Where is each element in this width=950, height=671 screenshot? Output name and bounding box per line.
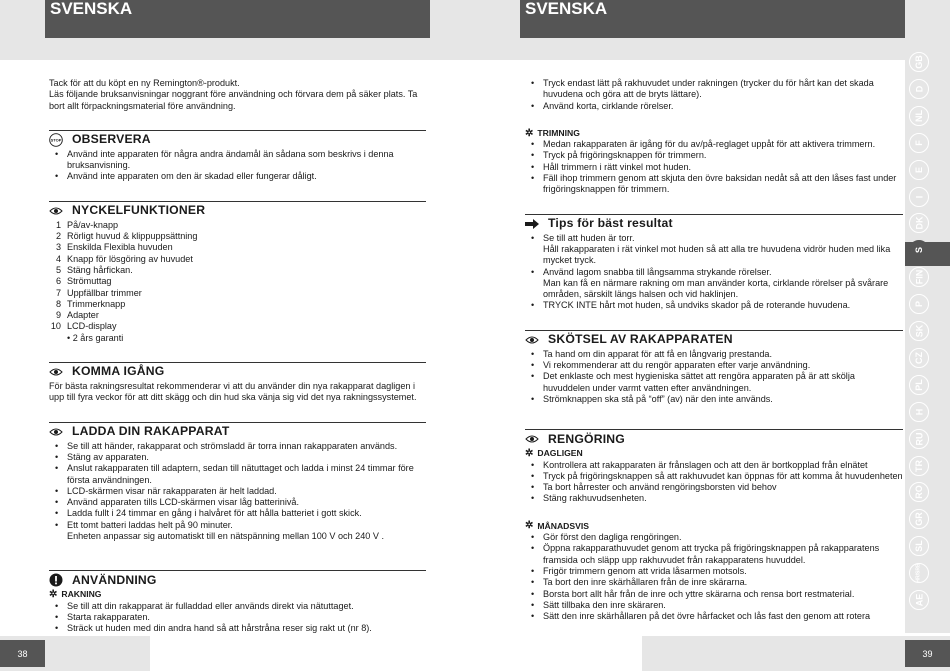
- sun-icon: ✲: [49, 588, 58, 600]
- feature-item: [49, 310, 426, 321]
- feature-label: LCD-display: [67, 321, 117, 332]
- right-page-header: SVENSKA: [520, 0, 905, 38]
- list-item: • Sätt den inre skärhållaren på det övre hårfacket och lås fast den genom att rotera: [525, 611, 903, 622]
- feature-item: [49, 276, 426, 287]
- language-tab-h[interactable]: [909, 402, 929, 422]
- skotsel-list: [525, 349, 903, 405]
- page-number-right: 39: [905, 640, 950, 667]
- eye-icon: [49, 365, 63, 379]
- list-item: • Använd lagom snabba till långsamma strykande rörelser.: [525, 267, 903, 278]
- list-item: • Ladda fullt i 24 timmar en gång i halvåret för att hålla batteriet i gott skick.: [49, 508, 426, 519]
- ladda-list: [49, 441, 426, 531]
- list-item: • Det enklaste och mest hygieniska sättet att rengöra apparaten på är att skölja huvuddelen under varmt vatten efter användningen.: [525, 371, 903, 394]
- page-number-left: 38: [0, 640, 45, 667]
- stop-icon: [49, 133, 63, 147]
- tips-title: Tips för bäst resultat: [548, 216, 673, 231]
- intro-text: Tack för att du köpt en ny Remington®-produkt. Läs följande bruksanvisningar noggrant före användning och förvara dem på säker plats. Ta bort allt förpackningsmaterial före användning.: [49, 78, 418, 111]
- trimning-list: [525, 139, 903, 195]
- left-page-header: SVENSKA: [45, 0, 430, 38]
- section-skotsel: [525, 330, 903, 405]
- skotsel-title: SKÖTSEL AV RAKAPPARATEN: [548, 332, 733, 347]
- language-tab-sk[interactable]: [909, 321, 929, 341]
- footer-right: [642, 636, 950, 671]
- eye-icon: [525, 432, 539, 446]
- right-top-list: [525, 78, 903, 112]
- feature-number: 1: [55, 219, 61, 230]
- language-tab-cz[interactable]: [909, 348, 929, 368]
- dagligen-subtitle: DAGLIGEN: [537, 448, 583, 459]
- language-tab-d[interactable]: [909, 79, 929, 99]
- feature-label: Stäng hårfickan.: [67, 264, 133, 275]
- list-item: • Tryck på frigöringsknappen så att rakhuvudet kan öppnas för att komma åt huvudenheten: [525, 471, 903, 482]
- language-tab-p[interactable]: [909, 294, 929, 314]
- feature-number: 2: [55, 231, 61, 242]
- language-tab-label: CZ: [914, 351, 924, 364]
- section-ladda: [49, 422, 426, 543]
- feature-item: [49, 288, 426, 299]
- right-column: [525, 78, 903, 622]
- list-item: • Använd apparaten tills LCD-skärmen visar låg batterinivå.: [49, 497, 426, 508]
- feature-item: [49, 254, 426, 265]
- language-tab-label: RU: [914, 432, 924, 446]
- tips-list: [525, 233, 903, 312]
- feature-label: Uppfällbar trimmer: [67, 287, 142, 298]
- list-item: • Använd korta, cirklande rörelser.: [525, 101, 903, 112]
- list-item: • Strömknappen ska stå på “off” (av) när den inte används.: [525, 394, 903, 405]
- sun-icon: ✲: [525, 520, 534, 532]
- list-item: • Sätt tillbaka den inre skäraren.: [525, 600, 903, 611]
- feature-item: [49, 265, 426, 276]
- language-tab-label: F: [914, 139, 924, 146]
- language-tab-label: I: [913, 195, 924, 198]
- language-tab-label: P: [913, 301, 924, 308]
- language-tab-label: GR: [914, 512, 924, 527]
- list-item: • Frigör trimmern genom att vrida låsarmen motsols.: [525, 566, 903, 577]
- list-item: Håll rakapparaten i rät vinkel mot huden så att alla tre huvudena vidrör huden med lika mycket tryck.: [543, 243, 891, 266]
- daily-list: [525, 460, 903, 505]
- feature-number: 3: [55, 242, 61, 253]
- ladda-title: LADDA DIN RAKAPPARAT: [72, 423, 230, 438]
- feature-number: 7: [55, 287, 61, 298]
- list-item: Man kan få en närmare rakning om man använder korta, cirklande rörelser på svårare områden, särskilt längs halsen och vid haklinjen.: [543, 277, 889, 300]
- list-item: • TRYCK INTE hårt mot huden, så undviks skador på de roterande huvudena.: [525, 300, 903, 311]
- language-tab-label: TR: [914, 459, 924, 472]
- list-item: • Stäng av apparaten.: [49, 452, 426, 463]
- rakning-subtitle: RAKNING: [61, 589, 102, 600]
- list-item: • Ta bort hårrester och använd rengöringsborsten vid behov: [525, 482, 903, 493]
- list-item: • Starta rakapparaten.: [49, 612, 426, 623]
- anvandning-list: [49, 601, 426, 635]
- feature-number: 9: [55, 310, 61, 321]
- language-tab-label: DK: [914, 216, 924, 230]
- feature-item: [49, 242, 426, 253]
- list-item: • Se till att din rakapparat är fulladdad eller används direkt via nätuttaget.: [49, 601, 426, 612]
- language-tab-label: HR/SRB: [916, 563, 923, 583]
- language-tab-label: H: [914, 408, 924, 415]
- section-observera: [49, 130, 426, 183]
- list-item: • Borsta bort allt hår från de inre och yttre skärarna och rensa bort restmaterial.: [525, 589, 903, 600]
- feature-item: [49, 220, 426, 231]
- feature-number: 4: [55, 253, 61, 264]
- language-tab-label: AE: [913, 593, 924, 607]
- list-item: • Stäng rakhuvudsenheten.: [525, 493, 903, 504]
- list-item: • Gör först den dagliga rengöringen.: [525, 532, 903, 543]
- feature-label: På/av-knapp: [67, 219, 119, 230]
- language-tab-label: SK: [913, 324, 924, 338]
- list-item: • Använd inte apparaten om den är skadad eller fungerar dåligt.: [49, 171, 426, 182]
- feature-number: 10: [50, 321, 61, 332]
- left-column: [49, 78, 426, 635]
- warranty-text: • 2 års garanti: [67, 332, 124, 343]
- language-tab-hr-srb[interactable]: [909, 563, 929, 583]
- monthly-list: [525, 532, 903, 622]
- sun-icon: ✲: [525, 127, 534, 139]
- eye-icon: [49, 204, 63, 218]
- arrow-right-icon: [525, 217, 539, 231]
- language-tab-pl[interactable]: [909, 375, 929, 395]
- feature-number: 8: [55, 298, 61, 309]
- feature-item: [49, 321, 426, 332]
- language-tab-label: NL: [914, 109, 924, 122]
- anvandning-title: ANVÄNDNING: [72, 572, 157, 587]
- feature-label: Trimmerknapp: [67, 298, 126, 309]
- list-item: • LCD-skärmen visar när rakapparaten är helt laddad.: [49, 486, 426, 497]
- feature-number: 5: [55, 264, 61, 275]
- komma-text: För bästa rakningsresultat rekommenderar vi att du använder din nya rakapparat dagligen i upp till fyra veckor för att ditt skägg och din hud ska vänja sig vid det nya rakningssystemet.: [49, 381, 417, 403]
- list-item: • Sträck ut huden med din andra hand så att hårstråna reser sig rakt ut (nr 8).: [49, 623, 426, 634]
- eye-icon: [49, 425, 63, 439]
- eye-icon: [525, 333, 539, 347]
- exclamation-icon: [49, 573, 63, 587]
- list-item: • Se till att huden är torr.: [525, 233, 903, 244]
- trimning-subtitle: TRIMNING: [537, 127, 580, 138]
- feature-item: [49, 299, 426, 310]
- language-tab-ru[interactable]: [909, 429, 929, 449]
- language-tab-label: D: [914, 85, 924, 93]
- list-item: • Ta bort den inre skärhållaren från de inre skärarna.: [525, 577, 903, 588]
- language-tab-nl[interactable]: [909, 106, 929, 126]
- language-tab-tr[interactable]: [909, 456, 929, 476]
- language-tab-label: SL: [913, 540, 924, 552]
- list-item: • Kontrollera att rakapparaten är frånslagen och att den är bortkopplad från elnätet: [525, 460, 903, 471]
- list-item: • Anslut rakapparaten till adaptern, sedan till nätuttaget och ladda i minst 24 timmar före första användningen.: [49, 463, 426, 486]
- stop-icon-text: STOP: [50, 137, 62, 143]
- section-tips: [525, 214, 903, 312]
- language-tab-label: RO: [914, 485, 924, 500]
- ladda-cont: Enheten anpassar sig automatiskt till en nätspänning mellan 100 V och 240 V .: [67, 531, 384, 542]
- list-item: • Medan rakapparaten är igång för du av/på-reglaget uppåt för att aktivera trimmern.: [525, 139, 903, 150]
- sun-icon: ✲: [525, 447, 534, 459]
- list-item: • Använd inte apparaten för några andra ändamål än sådana som beskrivs i denna bruksanvisning.: [49, 149, 426, 172]
- list-item: • Håll trimmern i rätt vinkel mot huden.: [525, 162, 903, 173]
- observera-list: [49, 149, 426, 183]
- list-item: • Öppna rakapparathuvudet genom att trycka på frigöringsknappen på rakapparatens framsida och släpp upp rakhuvudet från rakapparatens huvuddel.: [525, 543, 903, 566]
- language-tab-gb[interactable]: [909, 52, 929, 72]
- nyckel-list: [49, 220, 426, 333]
- rengoring-title: RENGÖRING: [548, 431, 625, 446]
- feature-label: Rörligt huvud & klippuppsättning: [67, 231, 198, 242]
- language-tab-label: GB: [914, 55, 924, 69]
- feature-label: Enskilda Flexibla huvuden: [67, 242, 173, 253]
- language-tab-f[interactable]: [909, 133, 929, 153]
- list-item: • Fäll ihop trimmern genom att skjuta den övre baksidan nedåt så att den låses fast under frigöringsknappen för trimmern.: [525, 173, 903, 196]
- section-komma-igang: [49, 362, 426, 404]
- language-tab-label: S: [913, 247, 924, 254]
- list-item: • Tryck endast lätt på rakhuvudet under rakningen (trycker du för hårt kan det skada huvudena och göra att de bryts lättare).: [525, 78, 903, 101]
- language-tab-label: FIN: [914, 269, 924, 285]
- komma-title: KOMMA IGÅNG: [72, 364, 165, 379]
- language-tab-ae[interactable]: [909, 590, 929, 610]
- section-rengoring: [525, 429, 903, 622]
- list-item: • Ta hand om din apparat för att få en långvarig prestanda.: [525, 349, 903, 360]
- section-nyckelfunktioner: [49, 201, 426, 344]
- manadsvis-subtitle: MÅNADSVIS: [537, 520, 589, 531]
- observera-title: OBSERVERA: [72, 132, 151, 147]
- feature-number: 6: [55, 276, 61, 287]
- language-tab-e[interactable]: [909, 160, 929, 180]
- feature-label: Knapp för lösgöring av huvudet: [67, 253, 193, 264]
- section-anvandning: [49, 570, 426, 634]
- language-tab-i[interactable]: [909, 187, 929, 207]
- list-item: • Tryck på frigöringsknappen för trimmern.: [525, 150, 903, 161]
- feature-label: Adapter: [67, 310, 99, 321]
- feature-item: [49, 231, 426, 242]
- list-item: • Se till att händer, rakapparat och strömsladd är torra innan rakapparaten används.: [49, 441, 426, 452]
- feature-label: Strömuttag: [67, 276, 112, 287]
- nyckel-title: NYCKELFUNKTIONER: [72, 203, 206, 218]
- list-item: • Vi rekommenderar att du rengör apparaten efter varje användning.: [525, 360, 903, 371]
- language-tab-label: PL: [913, 379, 924, 391]
- language-tab-label: E: [913, 166, 924, 173]
- list-item: • Ett tomt batteri laddas helt på 90 minuter.: [49, 520, 426, 531]
